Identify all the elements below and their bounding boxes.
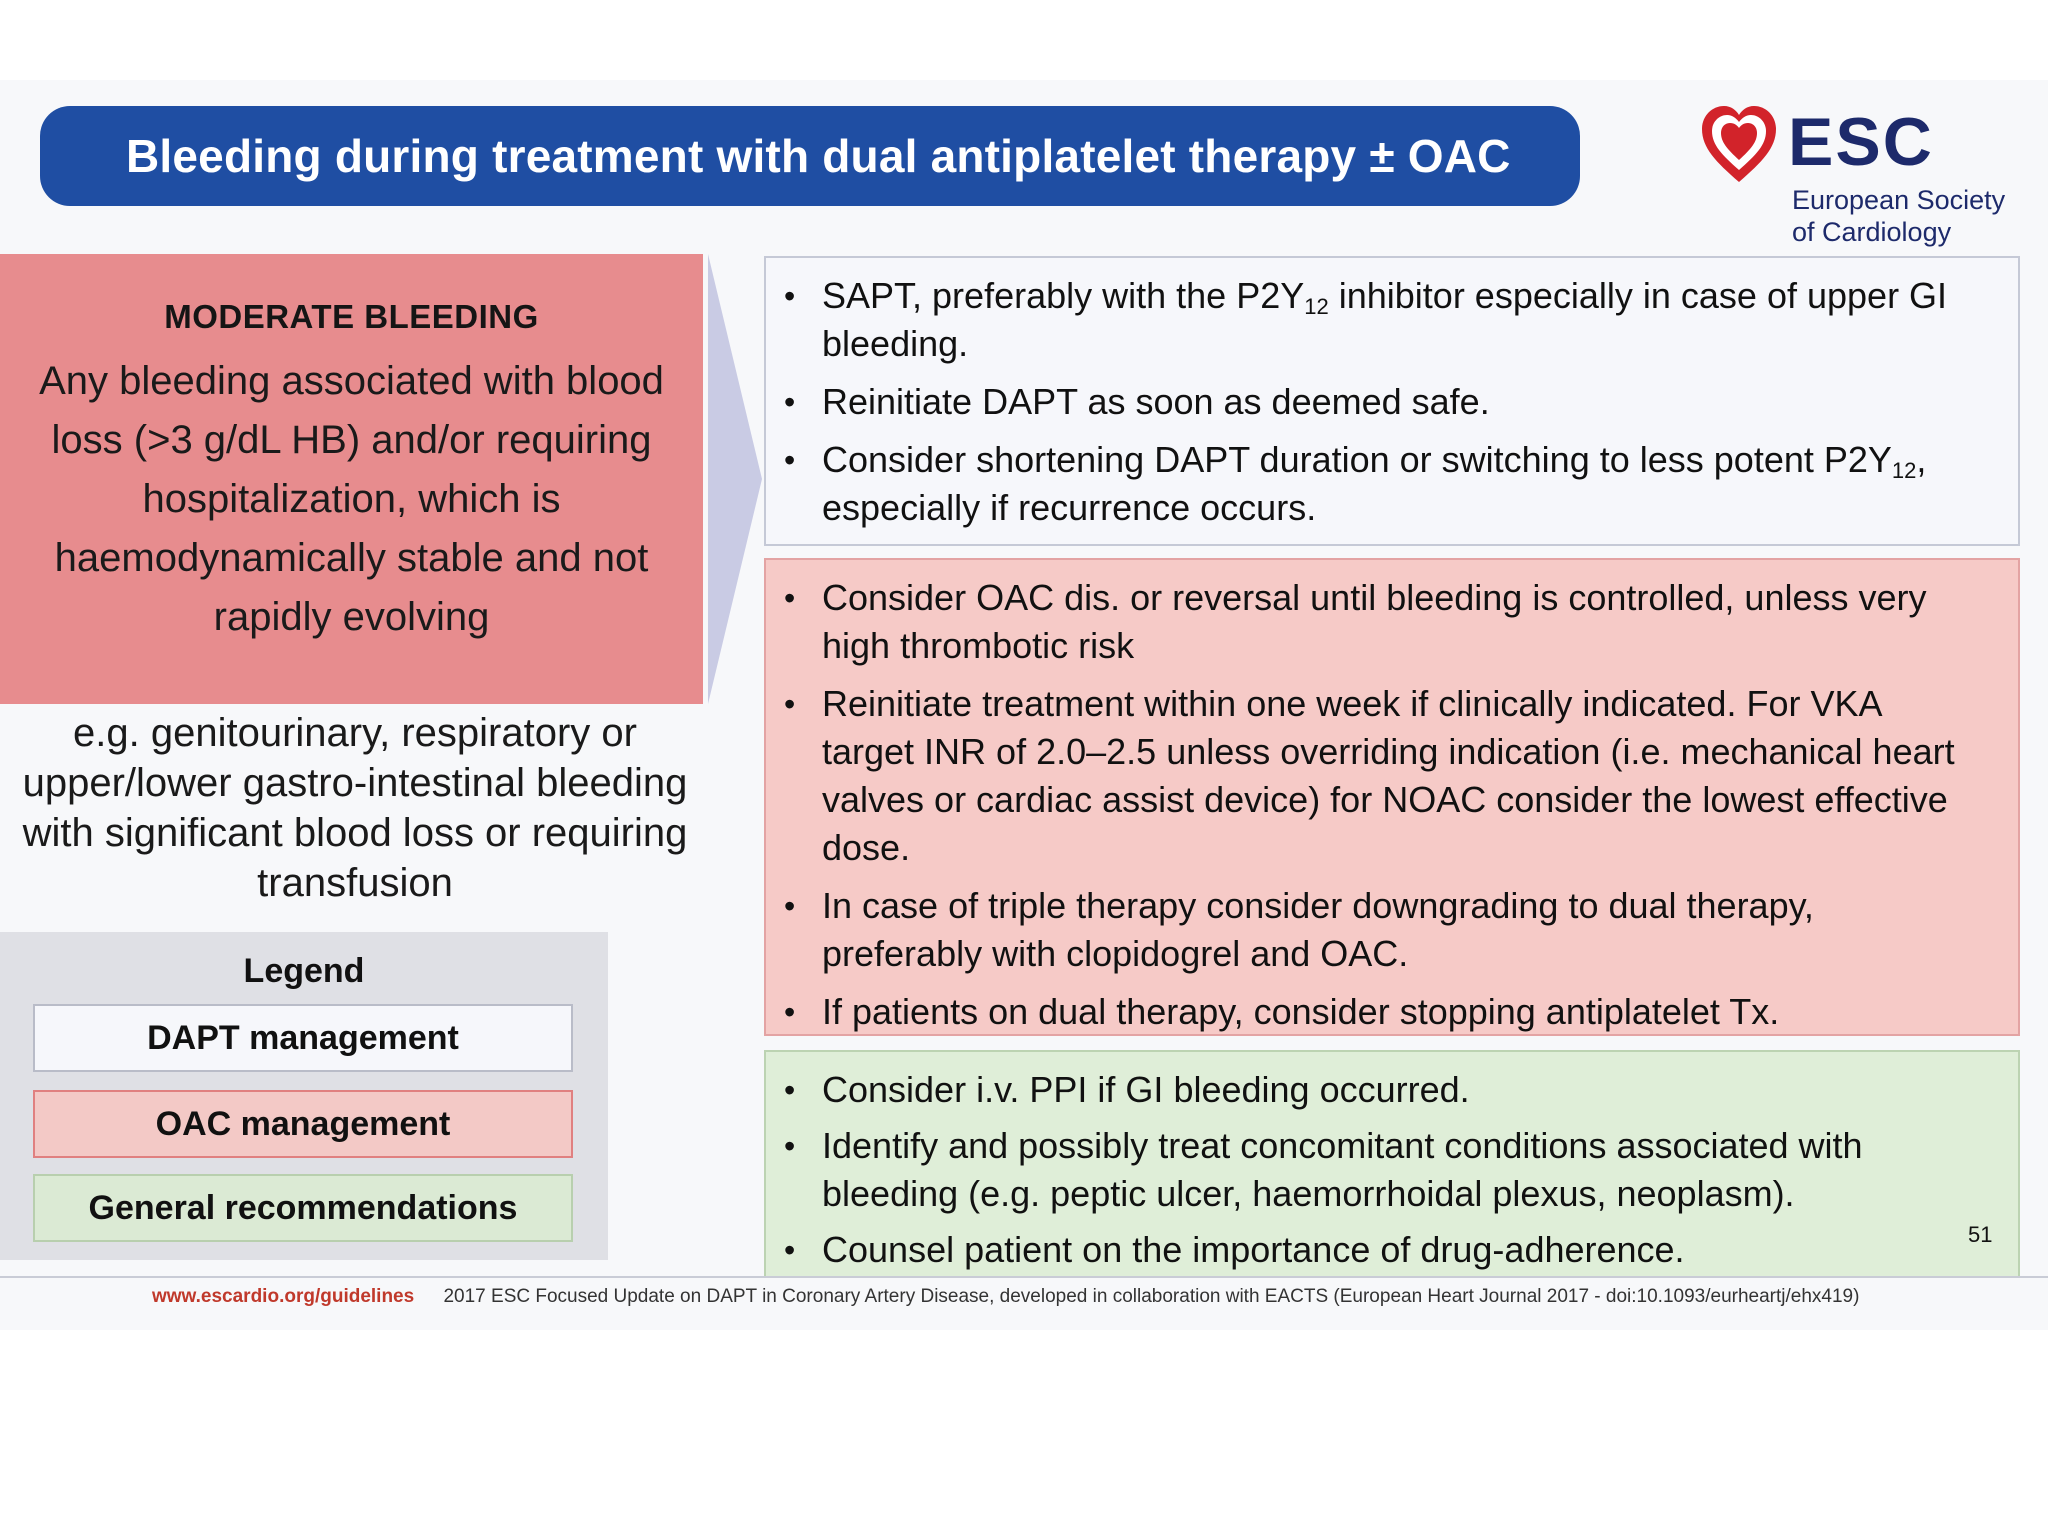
dapt-item3-text-cont: , especially if recurrence occurs. [822,439,1927,528]
p2y12-subscript: 12 [1304,294,1329,319]
logo-subtitle [1792,184,2005,248]
legend-item-dapt: DAPT management [33,1004,573,1072]
oac-management-panel [764,558,2020,1036]
logo-subtitle-line2: of Cardiology [1792,217,1952,247]
general-recommendations-panel [764,1050,2020,1278]
moderate-bleeding-heading: MODERATE BLEEDING [164,298,539,335]
list-item: • Counsel patient on the importance of drug-adherence. [822,1226,1978,1274]
logo-subtitle-line1: European Society [1792,185,2006,215]
list-item: • Consider i.v. PPI if GI bleeding occurred. [822,1066,1978,1114]
dapt-item1-text-cont: inhibitor especially in case of upper GI bleeding. [822,275,1948,364]
list-item [822,272,1978,368]
moderate-bleeding-examples: e.g. genitourinary, respiratory or upper/lower gastro-intestinal bleeding with significant blood loss or requiring transfusion [22,711,688,905]
moderate-bleeding-box [0,254,703,704]
title-banner [40,106,1580,206]
list-item: • In case of triple therapy consider downgrading to dual therapy, preferably with clopidogrel and OAC. [822,882,1978,978]
footer [152,1286,1859,1308]
legend-item-oac: OAC management [33,1090,573,1158]
list-item [822,436,1978,532]
legend-item-general: General recommendations [33,1174,573,1242]
logo-name: ESC [1788,104,1934,180]
dapt-item1-text: SAPT, preferably with the P2Y [822,275,1305,316]
footer-divider [0,1276,2048,1278]
heart-logo-icon [1700,104,1778,186]
list-item: • Consider OAC dis. or reversal until bleeding is controlled, unless very high thrombotic risk [822,574,1978,670]
page-number: 51 [1968,1222,1993,1247]
legend-title: Legend [243,952,365,990]
list-item: • Reinitiate treatment within one week if clinically indicated. For VKA target INR of 2.0–2.5 unless overriding indication (i.e. mechanical heart valves or cardiac assist device) for NOAC consider the lowest effective dose. [822,680,1978,872]
slide-title: Bleeding during treatment with dual antiplatelet therapy ± OAC [126,130,1511,182]
list-item: • Identify and possibly treat concomitant conditions associated with bleeding (e.g. peptic ulcer, haemorrhoidal plexus, neoplasm). [822,1122,1978,1218]
list-item: • Reinitiate DAPT as soon as deemed safe. [822,378,1978,426]
esc-logo [1700,104,2010,254]
p2y12-subscript: 12 [1891,458,1917,483]
chevron-arrow-icon [704,254,762,704]
footer-link[interactable]: www.escardio.org/guidelines [152,1286,415,1307]
moderate-bleeding-description: Any bleeding associated with blood loss (>3 g/dL HB) and/or requiring hospitalization, which is haemodynamically stable and not rapidly evolving [39,359,664,639]
dapt-item3-text: Consider shortening DAPT duration or switching to less potent P2Y [822,439,1892,480]
dapt-management-panel [764,256,2020,546]
footer-citation: 2017 ESC Focused Update on DAPT in Coronary Artery Disease, developed in collaboration with EACTS (European Heart Journal 2017 - doi:10.1093/eurheartj/ehx419) [443,1286,1860,1307]
list-item: • If patients on dual therapy, consider stopping antiplatelet Tx. [822,988,1978,1036]
